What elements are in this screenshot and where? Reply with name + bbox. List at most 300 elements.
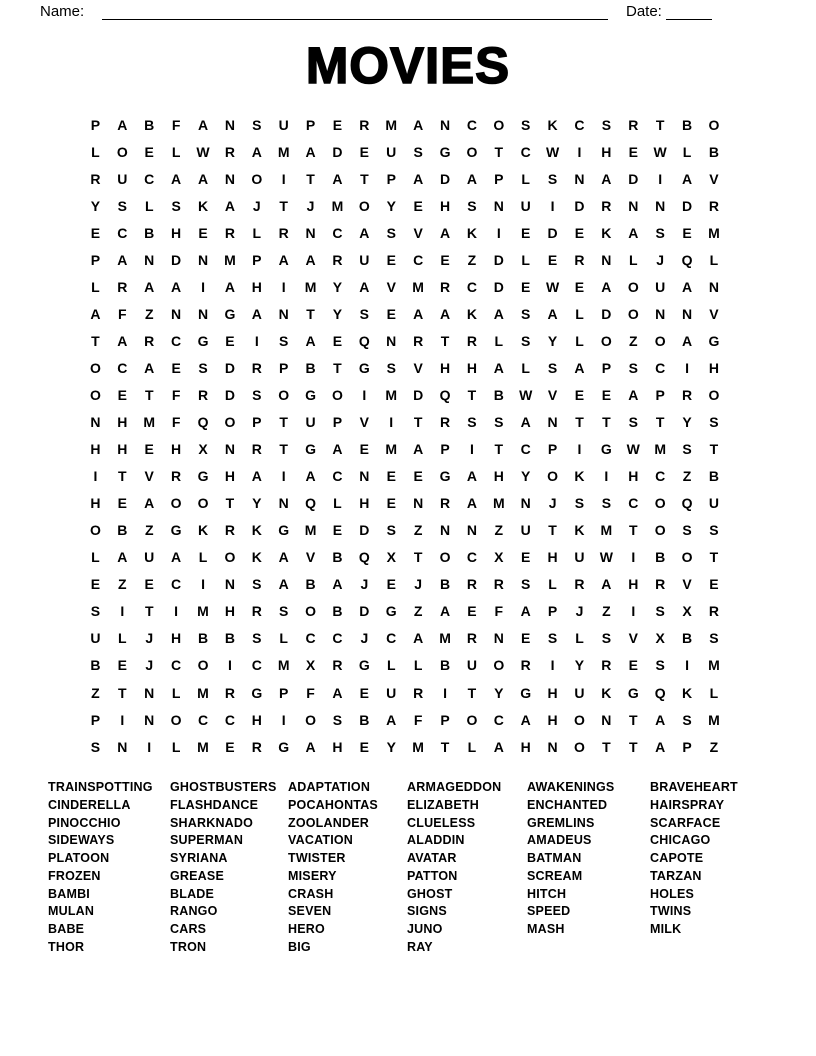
grid-letter: N bbox=[628, 197, 639, 214]
grid-letter: S bbox=[467, 414, 477, 431]
grid-letter: O bbox=[627, 278, 639, 295]
grid-letter: C bbox=[386, 630, 397, 647]
grid-letter: S bbox=[90, 603, 101, 620]
grid-letter: I bbox=[227, 657, 232, 674]
grid-letter: A bbox=[278, 576, 289, 593]
grid-letter: I bbox=[201, 278, 205, 295]
grid-letter: M bbox=[331, 197, 344, 214]
grid-letter: G bbox=[708, 332, 720, 349]
grid-letter: P bbox=[655, 386, 665, 403]
grid-letter: N bbox=[171, 305, 182, 322]
grid-letter: J bbox=[656, 251, 665, 268]
grid-letter: Q bbox=[654, 684, 666, 701]
word-item: ADAPTATION bbox=[288, 780, 371, 794]
grid-letter: L bbox=[628, 251, 638, 268]
grid-letter: M bbox=[197, 684, 209, 701]
grid-letter: I bbox=[550, 657, 555, 674]
grid-letter: A bbox=[278, 251, 289, 268]
grid-letter: R bbox=[628, 116, 639, 133]
grid-letter: T bbox=[494, 143, 504, 160]
grid-letter: B bbox=[439, 657, 451, 674]
grid-letter: T bbox=[144, 603, 154, 620]
grid-letter: O bbox=[116, 143, 128, 160]
grid-letter: E bbox=[628, 143, 638, 160]
grid-letter: A bbox=[117, 251, 128, 268]
grid-letter: R bbox=[332, 251, 343, 268]
grid-letter: E bbox=[413, 197, 423, 214]
grid-letter: T bbox=[413, 549, 423, 566]
grid-letter: K bbox=[251, 549, 262, 566]
grid-letter: B bbox=[681, 116, 693, 133]
grid-letter: E bbox=[198, 224, 208, 241]
grid-letter: A bbox=[493, 359, 504, 376]
word-item: RANGO bbox=[170, 904, 218, 919]
grid-letter: E bbox=[521, 549, 531, 566]
grid-letter: D bbox=[493, 251, 504, 268]
grid-letter: X bbox=[655, 630, 665, 647]
grid-letter: Y bbox=[90, 197, 101, 214]
grid-letter: S bbox=[655, 657, 665, 674]
grid-letter: E bbox=[709, 576, 719, 593]
word-item: CAPOTE bbox=[650, 851, 704, 865]
word-item: SUPERMAN bbox=[170, 833, 244, 848]
grid-letter: Q bbox=[197, 414, 209, 431]
grid-letter: E bbox=[521, 278, 531, 295]
grid-letter: E bbox=[521, 224, 531, 241]
grid-letter: L bbox=[252, 224, 262, 241]
grid-letter: M bbox=[277, 143, 290, 160]
grid-letter: E bbox=[413, 468, 423, 485]
grid-letter: L bbox=[91, 143, 100, 160]
word-item: VACATION bbox=[288, 833, 354, 848]
grid-letter: S bbox=[171, 197, 181, 214]
grid-letter: N bbox=[520, 495, 531, 512]
grid-letter: T bbox=[306, 305, 315, 322]
grid-letter: A bbox=[601, 576, 612, 593]
word-item: HITCH bbox=[527, 886, 567, 901]
grid-letter: N bbox=[224, 441, 235, 458]
grid-letter: R bbox=[708, 197, 719, 214]
grid-letter: O bbox=[170, 711, 182, 728]
grid-letter: S bbox=[467, 197, 477, 214]
grid-letter: A bbox=[117, 116, 128, 133]
grid-letter: T bbox=[118, 684, 127, 701]
grid-letter: C bbox=[520, 143, 531, 160]
grid-letter: R bbox=[117, 278, 128, 295]
grid-letter: A bbox=[251, 305, 262, 322]
grid-letter: R bbox=[655, 576, 666, 593]
grid-letter: L bbox=[709, 251, 719, 268]
grid-letter: C bbox=[466, 549, 477, 566]
grid-letter: K bbox=[466, 224, 477, 241]
grid-letter: N bbox=[305, 224, 316, 241]
grid-letter: U bbox=[305, 414, 316, 431]
grid-letter: I bbox=[604, 468, 609, 485]
grid-letter: M bbox=[304, 278, 317, 295]
grid-letter: K bbox=[197, 197, 209, 214]
grid-letter: O bbox=[358, 197, 370, 214]
grid-letter: P bbox=[547, 603, 558, 620]
grid-letter: T bbox=[602, 414, 611, 431]
grid-letter: Y bbox=[494, 684, 504, 701]
grid-letter: D bbox=[439, 170, 451, 187]
grid-letter: H bbox=[466, 359, 477, 376]
grid-letter: L bbox=[494, 332, 504, 349]
grid-letter: E bbox=[386, 305, 396, 322]
grid-letter: T bbox=[575, 414, 584, 431]
word-column bbox=[48, 779, 170, 957]
grid-letter: A bbox=[332, 576, 343, 593]
grid-letter: E bbox=[386, 468, 396, 485]
grid-letter: P bbox=[279, 359, 289, 376]
word-list bbox=[48, 779, 760, 957]
grid-letter: S bbox=[682, 711, 692, 728]
grid-letter: E bbox=[144, 576, 154, 593]
grid-letter: A bbox=[466, 468, 477, 485]
word-item: BRAVEHEART bbox=[650, 780, 738, 794]
grid-letter: K bbox=[251, 522, 262, 539]
grid-letter: E bbox=[682, 224, 692, 241]
grid-letter: T bbox=[467, 386, 477, 403]
grid-letter: Y bbox=[332, 305, 343, 322]
grid-letter: A bbox=[90, 305, 101, 322]
grid-letter: H bbox=[493, 468, 504, 485]
word-item: BAMBI bbox=[48, 886, 90, 901]
grid-letter: E bbox=[440, 251, 450, 268]
grid-letter: H bbox=[439, 359, 451, 376]
grid-letter: M bbox=[385, 386, 398, 403]
grid-letter: L bbox=[521, 251, 530, 268]
grid-letter: O bbox=[224, 414, 236, 431]
word-item: GHOSTBUSTERS bbox=[170, 780, 277, 794]
grid-letter: H bbox=[224, 468, 235, 485]
grid-letter: C bbox=[655, 468, 666, 485]
grid-letter: P bbox=[440, 441, 450, 458]
word-item: HAIRSPRAY bbox=[650, 797, 725, 812]
grid-letter: B bbox=[224, 630, 235, 647]
grid-letter: C bbox=[574, 116, 585, 133]
grid-letter: A bbox=[332, 684, 343, 701]
grid-letter: H bbox=[359, 495, 370, 512]
grid-letter: C bbox=[520, 441, 531, 458]
grid-letter: I bbox=[147, 738, 152, 755]
word-column bbox=[170, 779, 288, 957]
grid-letter: A bbox=[386, 711, 397, 728]
grid-letter: A bbox=[413, 630, 424, 647]
grid-letter: T bbox=[440, 738, 450, 755]
grid-letter: R bbox=[144, 332, 155, 349]
grid-letter: B bbox=[439, 576, 451, 593]
grid-letter: G bbox=[358, 657, 370, 674]
grid-letter: S bbox=[655, 603, 665, 620]
grid-letter: S bbox=[386, 359, 396, 376]
grid-letter: C bbox=[305, 630, 316, 647]
word-item: GREASE bbox=[170, 868, 224, 883]
grid-letter: A bbox=[251, 468, 262, 485]
grid-letter: R bbox=[251, 359, 262, 376]
grid-letter: H bbox=[520, 738, 531, 755]
grid-letter: W bbox=[599, 549, 613, 566]
grid-letter: C bbox=[493, 711, 504, 728]
grid-letter: B bbox=[144, 224, 155, 241]
grid-letter: T bbox=[333, 359, 342, 376]
word-item: TARZAN bbox=[650, 868, 702, 883]
grid-letter: H bbox=[547, 684, 558, 701]
grid-letter: A bbox=[171, 549, 182, 566]
grid-letter: A bbox=[681, 278, 693, 295]
grid-letter: U bbox=[466, 657, 477, 674]
grid-letter: G bbox=[439, 143, 451, 160]
grid-letter: B bbox=[655, 549, 666, 566]
grid-letter: Y bbox=[386, 197, 396, 214]
grid-letter: O bbox=[466, 143, 478, 160]
grid-letter: A bbox=[359, 278, 370, 295]
grid-letter: O bbox=[305, 711, 317, 728]
word-item: GHOST bbox=[407, 886, 453, 901]
grid-letter: Z bbox=[467, 251, 477, 268]
grid-letter: D bbox=[681, 197, 693, 214]
grid-letter: E bbox=[225, 738, 235, 755]
grid-letter: G bbox=[278, 522, 290, 539]
grid-letter: R bbox=[224, 143, 235, 160]
grid-letter: O bbox=[574, 738, 585, 755]
grid-letter: G bbox=[197, 332, 209, 349]
grid-letter: A bbox=[305, 143, 316, 160]
grid-letter: B bbox=[305, 576, 316, 593]
grid-letter: B bbox=[305, 359, 316, 376]
grid-letter: R bbox=[197, 386, 209, 403]
word-item: BIG bbox=[288, 939, 311, 954]
grid-letter: M bbox=[304, 522, 317, 539]
word-item: TWINS bbox=[650, 904, 692, 919]
word-item: BATMAN bbox=[527, 851, 582, 865]
grid-letter: F bbox=[306, 684, 315, 701]
grid-letter: G bbox=[520, 684, 532, 701]
grid-letter: V bbox=[386, 278, 396, 295]
grid-letter: A bbox=[305, 738, 316, 755]
grid-letter: Q bbox=[305, 495, 317, 512]
name-field[interactable] bbox=[102, 1, 608, 20]
grid-letter: S bbox=[386, 224, 396, 241]
grid-letter: S bbox=[682, 441, 692, 458]
grid-letter: P bbox=[494, 170, 504, 187]
grid-letter: K bbox=[681, 684, 693, 701]
grid-letter: M bbox=[492, 495, 505, 512]
grid-letter: E bbox=[359, 684, 370, 701]
grid-letter: N bbox=[708, 278, 719, 295]
grid-letter: I bbox=[658, 170, 663, 187]
grid-letter: Z bbox=[602, 603, 611, 620]
grid-letter: M bbox=[708, 711, 720, 728]
grid-letter: U bbox=[520, 197, 531, 214]
grid-letter: S bbox=[494, 414, 504, 431]
grid-letter: P bbox=[279, 684, 289, 701]
grid-letter: W bbox=[626, 441, 640, 458]
date-field[interactable] bbox=[666, 1, 712, 20]
grid-letter: Q bbox=[358, 332, 370, 349]
grid-letter: E bbox=[171, 359, 181, 376]
grid-letter: K bbox=[601, 224, 612, 241]
grid-letter: R bbox=[439, 278, 451, 295]
grid-letter: A bbox=[547, 305, 558, 322]
grid-letter: A bbox=[493, 305, 504, 322]
grid-letter: A bbox=[466, 495, 477, 512]
grid-letter: B bbox=[197, 630, 209, 647]
grid-letter: H bbox=[90, 441, 101, 458]
grid-letter: T bbox=[279, 441, 288, 458]
grid-letter: I bbox=[631, 549, 636, 566]
grid-letter: T bbox=[628, 711, 638, 728]
grid-letter: D bbox=[332, 143, 343, 160]
grid-letter: F bbox=[171, 386, 181, 403]
grid-letter: Z bbox=[628, 332, 638, 349]
grid-letter: M bbox=[277, 657, 290, 674]
grid-letter: N bbox=[278, 495, 289, 512]
grid-letter: O bbox=[197, 495, 209, 512]
grid-letter: N bbox=[493, 197, 504, 214]
grid-letter: E bbox=[117, 657, 127, 674]
grid-letter: V bbox=[682, 576, 692, 593]
grid-letter: K bbox=[197, 522, 209, 539]
grid-letter: I bbox=[93, 468, 98, 485]
grid-letter: A bbox=[305, 251, 316, 268]
grid-letter: D bbox=[413, 386, 424, 403]
grid-letter: S bbox=[709, 414, 719, 431]
grid-letter: L bbox=[386, 657, 396, 674]
grid-letter: S bbox=[655, 224, 665, 241]
grid-letter: R bbox=[466, 630, 477, 647]
grid-letter: U bbox=[655, 278, 666, 295]
grid-letter: Z bbox=[413, 603, 423, 620]
grid-letter: M bbox=[197, 738, 209, 755]
grid-letter: C bbox=[332, 630, 343, 647]
grid-letter: E bbox=[117, 495, 127, 512]
grid-letter: E bbox=[144, 143, 154, 160]
grid-letter: R bbox=[251, 441, 262, 458]
grid-letter: I bbox=[389, 414, 394, 431]
grid-letter: G bbox=[251, 684, 263, 701]
grid-letter: A bbox=[520, 711, 531, 728]
grid-letter: D bbox=[224, 386, 235, 403]
grid-letter: S bbox=[709, 522, 719, 539]
grid-letter: I bbox=[174, 603, 179, 620]
grid-letter: S bbox=[628, 414, 638, 431]
grid-letter: S bbox=[628, 359, 638, 376]
grid-letter: A bbox=[439, 224, 451, 241]
grid-letter: D bbox=[547, 224, 558, 241]
date-label: Date: bbox=[626, 3, 662, 20]
grid-letter: E bbox=[628, 657, 638, 674]
grid-letter: H bbox=[708, 359, 719, 376]
grid-letter: E bbox=[574, 386, 585, 403]
grid-letter: W bbox=[545, 278, 560, 295]
grid-letter: N bbox=[655, 197, 666, 214]
word-item: PINOCCHIO bbox=[48, 815, 121, 830]
grid-letter: E bbox=[467, 603, 477, 620]
grid-letter: H bbox=[224, 603, 235, 620]
grid-letter: M bbox=[197, 603, 209, 620]
grid-letter: A bbox=[224, 278, 235, 295]
grid-letter: H bbox=[117, 441, 128, 458]
word-item: SHARKNADO bbox=[170, 815, 254, 830]
grid-letter: I bbox=[281, 170, 286, 187]
grid-letter: M bbox=[143, 414, 156, 431]
grid-letter: N bbox=[278, 305, 289, 322]
grid-letter: D bbox=[628, 170, 639, 187]
grid-letter: M bbox=[385, 116, 398, 133]
grid-letter: O bbox=[681, 549, 693, 566]
grid-letter: B bbox=[708, 468, 719, 485]
grid-letter: U bbox=[708, 495, 719, 512]
grid-letter: J bbox=[575, 603, 584, 620]
grid-letter: N bbox=[493, 630, 504, 647]
grid-letter: L bbox=[171, 143, 181, 160]
grid-letter: S bbox=[252, 116, 262, 133]
grid-letter: J bbox=[548, 495, 557, 512]
grid-letter: I bbox=[120, 711, 125, 728]
grid-letter: C bbox=[224, 711, 235, 728]
grid-letter: Y bbox=[332, 278, 343, 295]
grid-letter: R bbox=[601, 197, 612, 214]
grid-letter: A bbox=[655, 711, 666, 728]
grid-letter: V bbox=[709, 170, 719, 187]
grid-letter: I bbox=[281, 711, 286, 728]
grid-letter: B bbox=[90, 657, 101, 674]
grid-letter: H bbox=[628, 468, 639, 485]
grid-letter: T bbox=[467, 684, 477, 701]
grid-letter: H bbox=[439, 197, 451, 214]
grid-letter: K bbox=[601, 684, 612, 701]
grid-letter: L bbox=[279, 630, 288, 647]
word-column bbox=[288, 779, 407, 957]
grid-letter: Q bbox=[439, 386, 451, 403]
grid-letter: A bbox=[681, 332, 693, 349]
grid-letter: P bbox=[332, 414, 343, 431]
grid-letter: U bbox=[520, 522, 531, 539]
grid-letter: K bbox=[547, 116, 558, 133]
word-item: BABE bbox=[48, 922, 85, 936]
grid-letter: L bbox=[333, 495, 342, 512]
grid-letter: M bbox=[708, 657, 720, 674]
grid-letter: S bbox=[386, 522, 396, 539]
grid-letter: D bbox=[359, 522, 370, 539]
grid-letter: T bbox=[306, 170, 315, 187]
grid-letter: A bbox=[332, 441, 343, 458]
grid-letter: Q bbox=[358, 549, 370, 566]
grid-letter: C bbox=[655, 359, 666, 376]
grid-letter: A bbox=[413, 305, 424, 322]
grid-letter: M bbox=[654, 441, 666, 458]
grid-letter: S bbox=[521, 305, 531, 322]
grid-letter: D bbox=[601, 305, 612, 322]
grid-letter: E bbox=[225, 332, 235, 349]
grid-letter: R bbox=[224, 224, 235, 241]
grid-letter: E bbox=[574, 224, 585, 241]
grid-letter: O bbox=[224, 549, 236, 566]
grid-letter: S bbox=[279, 332, 289, 349]
grid-letter: L bbox=[575, 630, 584, 647]
grid-letter: S bbox=[413, 143, 423, 160]
grid-letter: I bbox=[254, 332, 259, 349]
word-item: CRASH bbox=[288, 886, 334, 901]
word-item: POCAHONTAS bbox=[288, 797, 378, 812]
grid-letter: V bbox=[413, 224, 423, 241]
word-item: SCREAM bbox=[527, 868, 583, 883]
grid-letter: E bbox=[144, 441, 154, 458]
word-item: MISERY bbox=[288, 868, 337, 883]
grid-letter: N bbox=[439, 116, 451, 133]
grid-letter: I bbox=[281, 278, 286, 295]
